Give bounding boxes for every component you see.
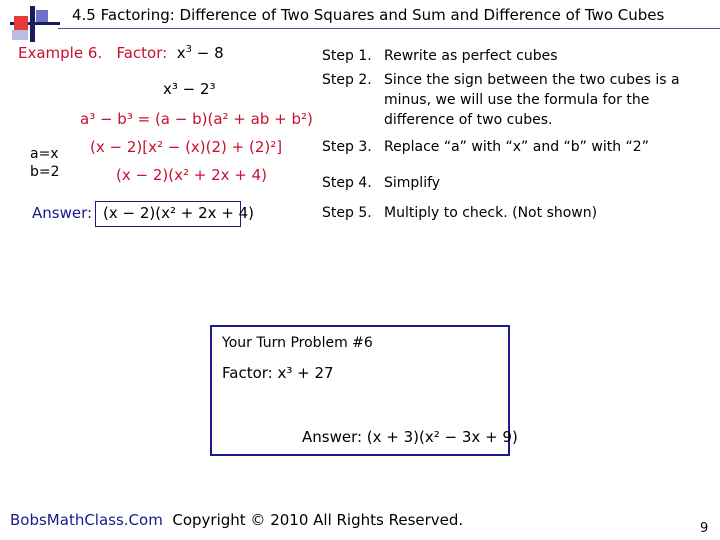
step-4: Step 4. Simplify	[322, 175, 441, 191]
step-2: Step 2. Since the sign between the two cubes is a minus, we will use the formula for the difference of two cubes.	[322, 72, 680, 128]
title-rule	[58, 28, 720, 29]
page-title: 4.5 Factoring: Difference of Two Squares and Sum and Difference of Two Cubes	[72, 6, 665, 24]
your-turn-answer: Answer: (x + 3)(x² − 3x + 9)	[302, 428, 518, 446]
page-number: 9	[700, 521, 709, 536]
logo-bar-vertical	[30, 6, 35, 42]
formula-expression: a³ − b³ = (a − b)(a² + ab + b²)	[80, 110, 313, 128]
simplified-expression: (x − 2)(x² + 2x + 4)	[116, 166, 267, 184]
example-heading	[18, 44, 224, 62]
factor-label: Factor:	[116, 44, 168, 62]
footer-copyright: Copyright © 2010 All Rights Reserved.	[172, 511, 464, 529]
step-3: Step 3. Replace “a” with “x” and “b” with “2”	[322, 139, 649, 155]
your-turn-problem: Factor: x³ + 27	[222, 364, 334, 382]
answer-label: Answer:	[32, 204, 93, 222]
your-turn-title: Your Turn Problem #6	[222, 335, 373, 351]
answer-value: (x − 2)(x² + 2x + 4)	[103, 204, 254, 222]
variable-assignments	[30, 145, 60, 181]
footer	[10, 511, 463, 529]
footer-brand: BobsMathClass.Com	[10, 511, 163, 529]
logo-light-square	[12, 30, 28, 40]
logo-blue-square	[36, 10, 48, 22]
substitution-expression: (x − 2)[x² − (x)(2) + (2)²]	[90, 138, 283, 156]
step-1: Step 1. Rewrite as perfect cubes	[322, 48, 558, 64]
variable-b: b=2	[30, 164, 60, 180]
rewrite-expression: x³ − 2³	[163, 80, 216, 98]
step-5: Step 5. Multiply to check. (Not shown)	[322, 205, 598, 221]
variable-a: a=x	[30, 146, 59, 162]
example-label: Example 6.	[18, 44, 103, 62]
example-problem: $x^3 - 8$	[176, 44, 224, 62]
